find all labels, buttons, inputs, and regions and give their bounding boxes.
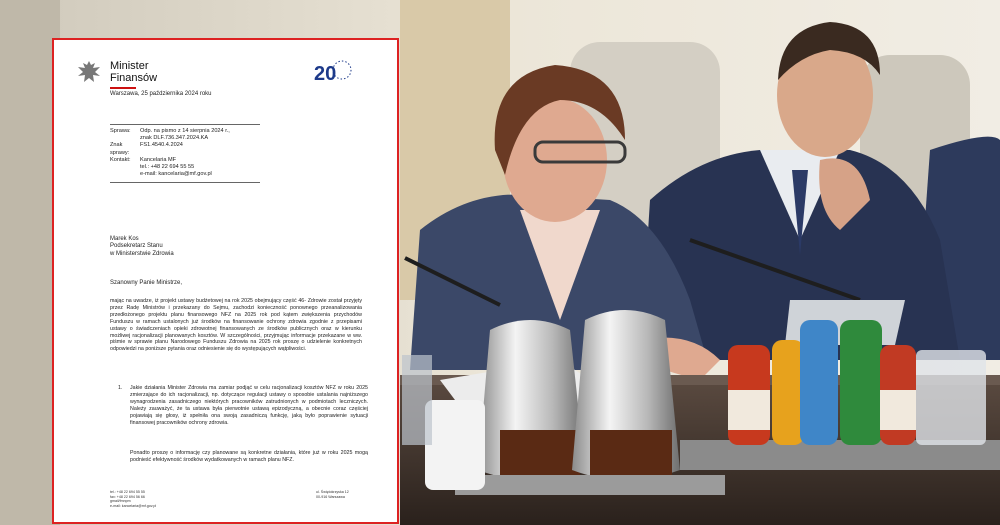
svg-text:20: 20 xyxy=(314,63,337,85)
meta-value: Odp. na pismo z 14 sierpnia 2024 r., xyxy=(140,128,230,134)
meta-value: Kancelaria MF xyxy=(140,156,177,163)
footer-line: e-mail: kancelaria@mf.gov.pl xyxy=(110,503,157,508)
body-paragraph: mając na uwadze, iż projekt ustawy budżetowej na rok 2025 obejmujący część 46- Zdrowie został przyjęty przez Radę Ministrów i przekazany do Sejmu, zachodzi konieczność ponownego przeanalizowania przedłożonego projektu planu finansowego NFZ na 2025 rok pod kątem zwiększenia przychodów Funduszu w ramach ustalonych już środków na finansowanie ochrony zdrowia zgodnie z przepisami ustawy o świadczeniach opieki zdrowotnej finansowanych ze środków publicznych oraz w kierunku możliwej racjonalizacji planowanych kosztów. W szczególności, przyjmując informacje przekazane w ww. piśmie w sprawie planu Narodowego Funduszu Zdrowia na 2025 rok proszę o udzielenie konkretnych odpowiedzi na poniższe pytania oraz odniesienie się do występujących wątpliwości. xyxy=(110,298,362,353)
meta-value: FS1.4540.4.2024 xyxy=(140,142,183,149)
meta-value: znak DLF.736.347.2024.KA xyxy=(140,135,209,142)
greeting: Szanowny Panie Ministrze, xyxy=(110,280,183,286)
meta-row xyxy=(110,128,370,135)
ministry-name-line1: Minister xyxy=(110,60,149,72)
divider xyxy=(110,182,260,183)
numbered-item xyxy=(118,385,368,426)
footer-line: 00-916 Warszawa xyxy=(316,494,345,499)
meta-value: tel.: +48 22 694 55 55 xyxy=(140,164,195,171)
meta-row xyxy=(110,171,370,178)
divider xyxy=(110,124,260,125)
ministry-name xyxy=(110,60,230,84)
footer-address xyxy=(316,490,349,499)
meta-key: Znak sprawy: xyxy=(110,142,130,156)
item-continuation: Ponadto proszę o informację czy planowane są konkretne działania, które już w roku 2025 mogą podnieść efektywność środków wydatkowanych w ramach planu NFZ. xyxy=(130,450,368,463)
footer-line: tel.: +48 22 694 55 55 xyxy=(110,490,145,494)
polish-eagle-emblem-icon xyxy=(74,58,104,88)
meta-row xyxy=(110,164,370,171)
header-red-rule xyxy=(110,87,136,89)
addressee-ministry: w Ministerstwie Zdrowia xyxy=(110,250,174,257)
meta-value: e-mail: kancelaria@mf.gov.pl xyxy=(140,171,212,178)
footer-line: gmail/fmnpm xyxy=(110,499,131,504)
ministry-name-line2: Finansów xyxy=(110,72,158,84)
addressee-position: Podsekretarz Stanu xyxy=(110,243,163,250)
footer-line: fax: +48 22 694 56 66 xyxy=(110,494,145,499)
letter-metadata xyxy=(110,128,370,178)
meta-key: Kontakt: xyxy=(110,156,131,163)
letter-date: Warszawa, 25 października 2024 roku xyxy=(110,91,212,97)
cup xyxy=(425,400,485,490)
item-text: Jakie działania Minister Zdrowia ma zamiar podjąć w celu racjonalizacji kosztów NFZ w roku 2025 zmierzające do ich racjonalizacji, np. dotyczące regulacji ustawy o sposobie ustalania najniższego wynagrodzenia zasadniczego niektórych pracowników zatrudnionych w podmiotach leczniczych. Należy zauważyć, że ta ustawa była pierwotnie ustawą epizodyczną, a obecnie coraz częściej pojawiają się głosy, iż spełniła ona swoją zasadniczą funkcję, jaką było poprawienie sytuacji finansowej pracowników ochrony zdrowia. xyxy=(130,385,368,426)
addressee-block xyxy=(110,236,174,258)
meta-key xyxy=(110,164,140,171)
meta-key xyxy=(110,135,140,142)
item-number: 1. xyxy=(118,385,123,391)
footer-line: ul. Świętokrzyska 12 xyxy=(316,490,349,494)
addressee-name: Marek Kos xyxy=(110,236,139,242)
meta-row xyxy=(110,135,370,142)
footer-contact xyxy=(110,490,156,508)
20-years-in-eu-logo-icon xyxy=(312,56,356,92)
meta-row xyxy=(110,142,370,156)
meta-key xyxy=(110,171,140,178)
meta-row xyxy=(110,157,370,164)
letter-document xyxy=(52,38,399,524)
meta-key: Sprawa: xyxy=(110,128,131,134)
